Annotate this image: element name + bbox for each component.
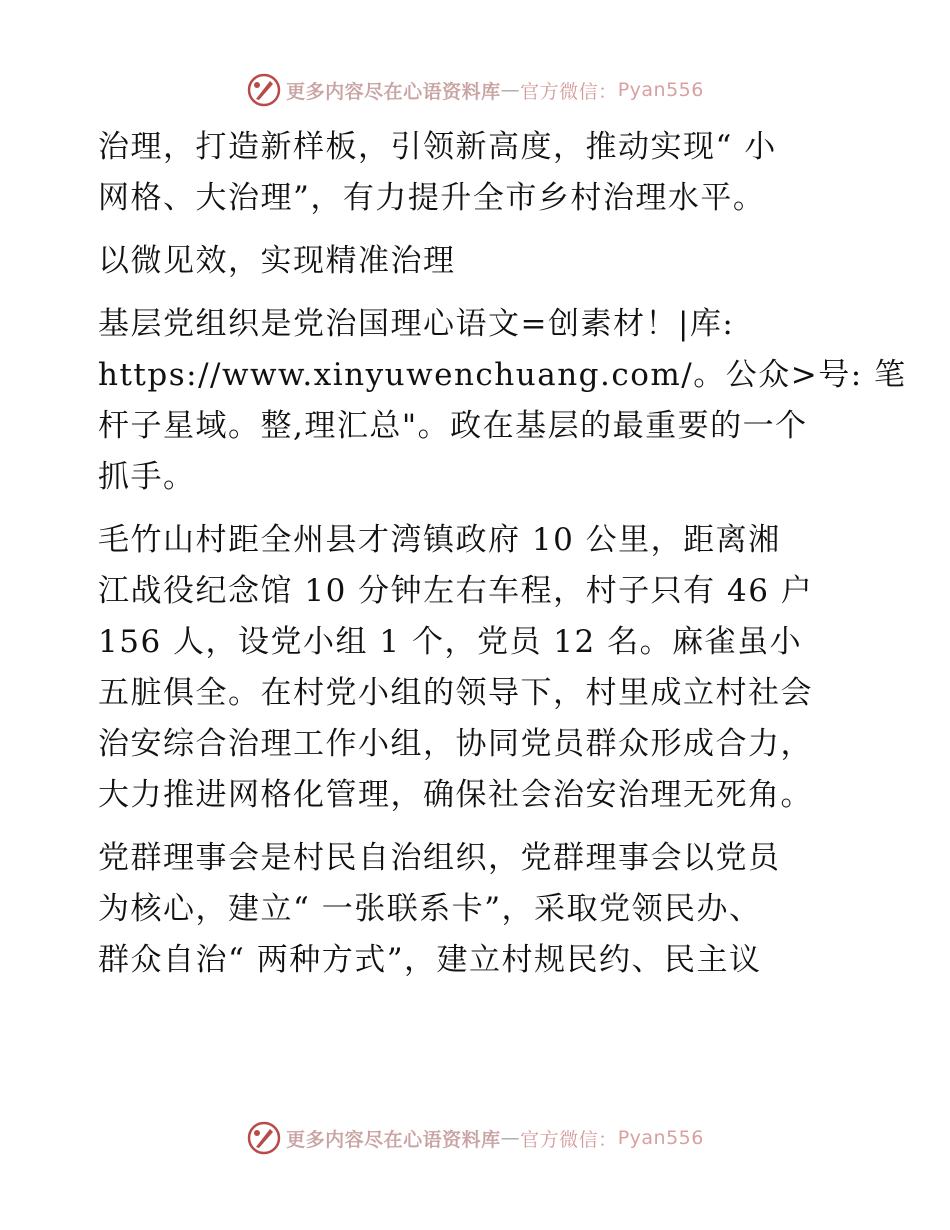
- header-dash: —: [500, 79, 521, 101]
- footer-watermark: [0, 1118, 950, 1158]
- paragraph-5: [98, 833, 858, 986]
- footer-wechat-label: 官方微信：: [520, 1128, 618, 1151]
- document-body: [98, 122, 907, 998]
- footer-dash: —: [500, 1127, 521, 1149]
- text-line: 为核心，建立“ 一张联系卡”，采取党领民办、: [98, 891, 762, 927]
- text-line: 基层党组织是党治国理心语文=创素材！|库:: [98, 306, 735, 342]
- text-line: 治理，打造新样板，引领新高度，推动实现“ 小: [98, 129, 777, 165]
- text-line: 党群理事会是村民自治组织，党群理事会以党员: [98, 840, 781, 876]
- quill-logo-icon: [246, 1120, 282, 1156]
- text-line: 网格、大治理”，有力提升全市乡村治理水平。: [98, 180, 766, 216]
- text-line: 大力推进网格化管理，确保社会治安治理无死角。: [98, 777, 813, 813]
- text-line: 江战役纪念馆 10 分钟左右车程，村子只有 46 户: [98, 573, 814, 609]
- header-wechat-label: 官方微信：: [520, 80, 618, 103]
- header-site-text: 更多内容尽在心语资料库: [286, 80, 501, 103]
- text-line: 毛竹山村距全州县才湾镇政府 10 公里，距离湘: [98, 522, 781, 558]
- paragraph-3: [98, 299, 907, 503]
- quill-logo-icon: [246, 72, 282, 108]
- header-watermark: [0, 70, 950, 110]
- header-wechat-id: Pyan556: [617, 79, 704, 101]
- text-line: https://www.xinyuwenchuang.com/。公众>号: 笔: [98, 357, 907, 393]
- footer-wechat-id: Pyan556: [617, 1127, 704, 1149]
- text-line: 156 人，设党小组 1 个，党员 12 名。麻雀虽小: [98, 624, 803, 660]
- section-heading: [98, 236, 858, 287]
- paragraph-4: [98, 515, 858, 821]
- text-line: 治安综合治理工作小组，协同党员群众形成合力，: [98, 726, 813, 762]
- text-line: 杆子星域。整,理汇总"。政在基层的最重要的一个: [98, 408, 808, 444]
- text-line: 五脏俱全。在村党小组的领导下，村里成立村社会: [98, 675, 813, 711]
- footer-site-text: 更多内容尽在心语资料库: [286, 1128, 501, 1151]
- text-line: 抓手。: [98, 459, 196, 495]
- text-line: 以微见效，实现精准治理: [98, 243, 456, 279]
- paragraph-1: [98, 122, 858, 224]
- text-line: 群众自治“ 两种方式”，建立村规民约、民主议: [98, 942, 762, 978]
